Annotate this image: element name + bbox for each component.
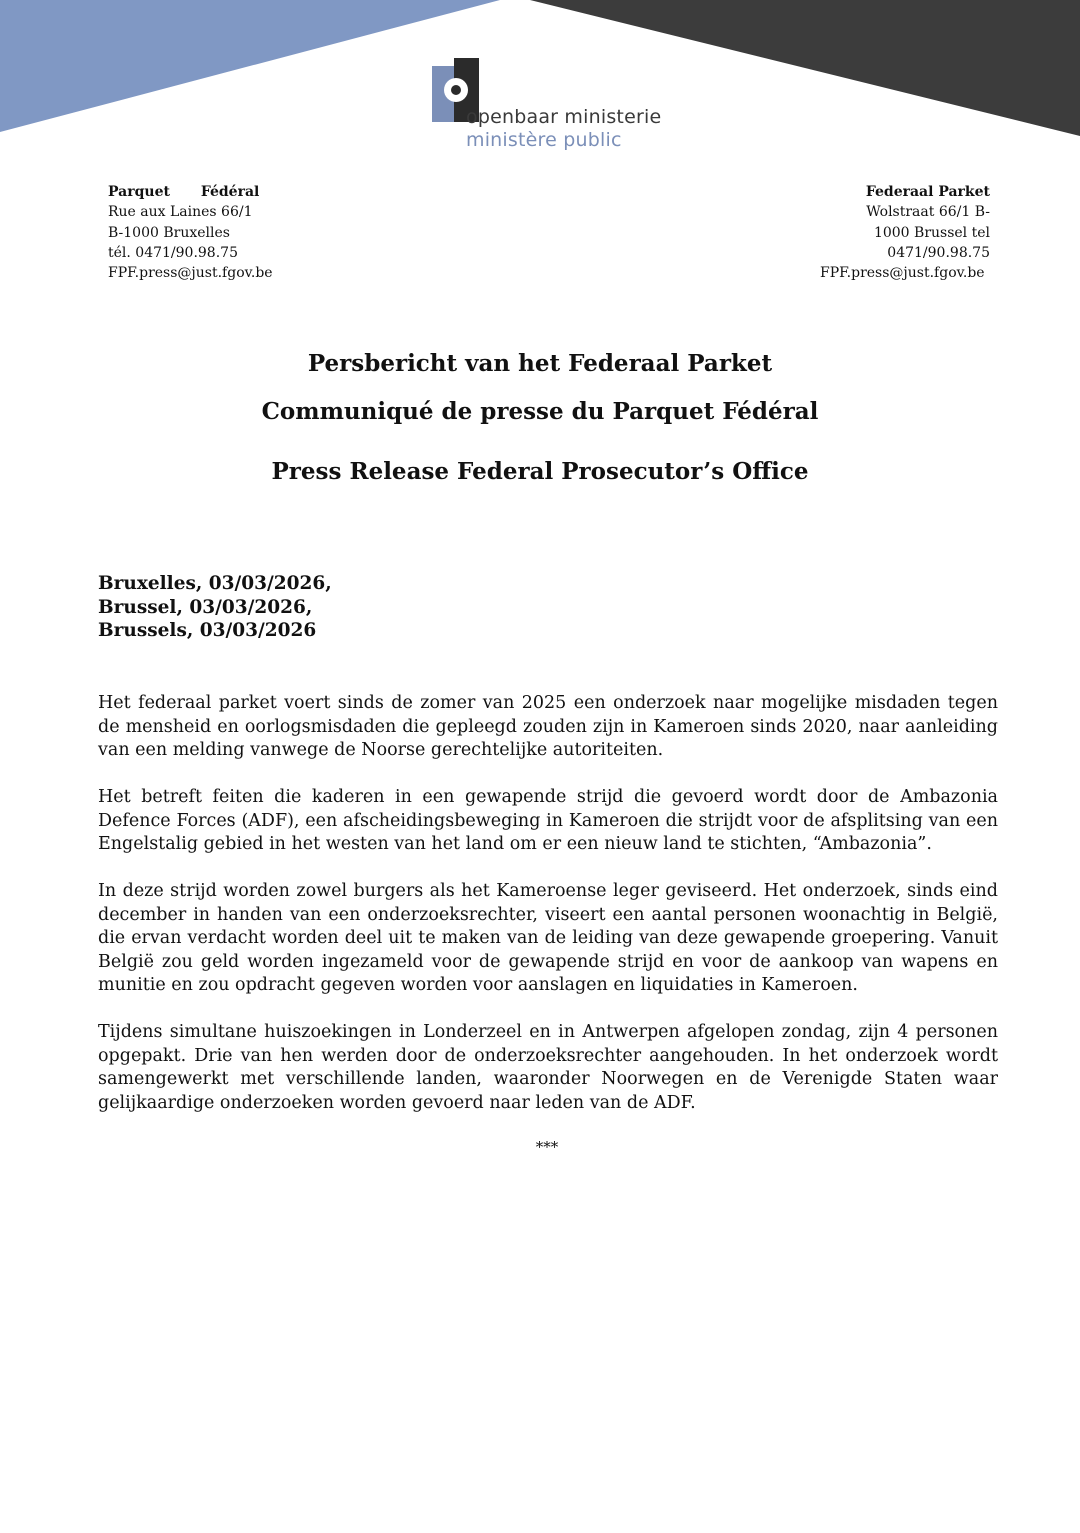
body-paragraph-1: Het federaal parket voert sinds de zomer van 2025 een onderzoek naar mogelijke misdaden tegen de mensheid en oorlogsmisdaden die gepleegd zouden zijn in Kameroen sinds 2020, naar aanleiding van een melding vanwege de Noorse gerechtelijke autoriteiten. <box>98 693 998 760</box>
address-fr-email: FPF.press@just.fgov.be <box>108 265 273 282</box>
logo-text-french: ministère public <box>466 129 622 151</box>
ministry-logo <box>430 56 690 156</box>
address-nl-email: FPF.press@just.fgov.be <box>820 265 985 282</box>
address-fr-phone: tél. 0471/90.98.75 <box>108 244 238 261</box>
address-fr-name: Parquet Fédéral <box>108 184 260 200</box>
address-nl-street-line1: Wolstraat 66/1 B- <box>866 204 990 221</box>
title-french: Communiqué de presse du Parquet Fédéral <box>261 398 819 425</box>
date-french: Bruxelles, 03/03/2026, <box>98 573 332 594</box>
date-dutch: Brussel, 03/03/2026, <box>98 596 313 618</box>
address-block-dutch <box>820 182 990 283</box>
date-english: Brussels, 03/03/2026 <box>98 620 317 641</box>
body-paragraph-3: In deze strijd worden zowel burgers als het Kameroense leger geviseerd. Het onderzoek, sinds eind december in handen van een onderzoeksrechter, viseert een aantal personen woonachtig in België, die ervan verdacht worden deel uit te maken van de leiding van deze gewapende groepering. Vanuit België zou geld worden ingezameld voor de gewapende strijd en voor de aankoop van wapens en munitie en zou opdracht gegeven worden voor aanslagen en liquidaties in Kameroen. <box>98 881 998 995</box>
address-block-french <box>108 182 273 283</box>
body-paragraph-4: Tijdens simultane huiszoekingen in Londerzeel en in Antwerpen afgelopen zondag, zijn 4 personen opgepakt. Drie van hen werden door de onderzoeksrechter aangehouden. In het onderzoek wordt samengewerkt met verschillende landen, waaronder Noorwegen en de Verenigde Staten waar gelijkaardige onderzoeken worden gevoerd naar leden van de ADF. <box>98 1022 998 1113</box>
press-release-body <box>98 692 998 1139</box>
dateline <box>98 572 332 643</box>
address-nl-phone: 0471/90.98.75 <box>887 244 990 261</box>
corner-left-blue <box>0 0 500 132</box>
title-dutch: Persbericht van het Federaal Parket <box>307 350 773 377</box>
end-separator: *** <box>535 1138 559 1156</box>
address-fr-city: B-1000 Bruxelles <box>108 224 230 241</box>
body-paragraph-2: Het betreft feiten die kaderen in een gewapende strijd die gevoerd wordt door de Ambazonia Defence Forces (ADF), een afscheidingsbeweging in Kameroen die strijdt voor de afsplitsing van een Engelstalig gebied in het westen van het land om er een nieuw land te stichten, “Ambazonia”. <box>98 787 998 854</box>
address-nl-name: Federaal Parket <box>865 184 990 200</box>
title-english: Press Release Federal Prosecutor’s Office <box>271 458 809 485</box>
address-fr-street: Rue aux Laines 66/1 <box>108 204 253 221</box>
address-nl-street-line2: 1000 Brussel tel <box>873 224 990 241</box>
logo-text-dutch: openbaar ministerie <box>466 106 662 128</box>
